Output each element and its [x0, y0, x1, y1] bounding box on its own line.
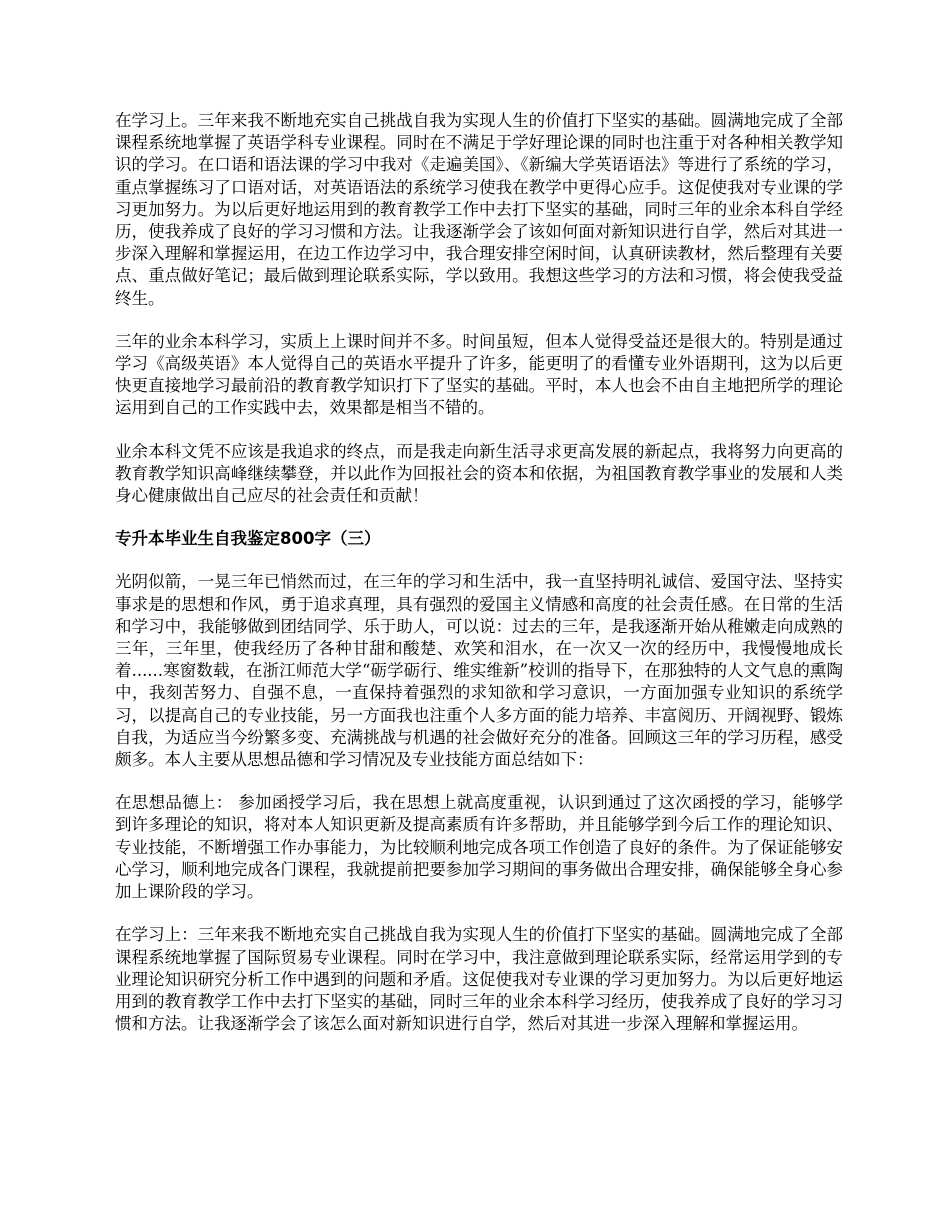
paragraph-study-english: 在学习上。三年来我不断地充实自己挑战自我为实现人生的价值打下坚实的基础。圆满地完成了全部课程系统地掌握了英语学科专业课程。同时在不满足于学好理论课的同时也注重于对各种相关教学知识的学习。在口语和语法课的学习中我对《走遍美国》、《新编大学英语语法》等进行了系统的学习，重点掌握练习了口语对话，对英语语法的系统学习使我在教学中更得心应手。这促使我对专业课的学习更加努力。为以后更好地运用到的教育教学工作中去打下坚实的基础，同时三年的业余本科自学经历，使我养成了良好的学习习惯和方法。让我逐渐学会了该如何面对新知识进行自学，然后对其进一步深入理解和掌握运用，在边工作边学习中，我合理安排空闲时间，认真研读教材，然后整理有关要点、重点做好笔记；最后做到理论联系实际，学以致用。我想这些学习的方法和习惯，将会使我受益终生。 — [115, 111, 843, 308]
paragraph-part-time-study: 三年的业余本科学习，实质上上课时间并不多。时间虽短，但本人觉得受益还是很大的。特别是通过学习《高级英语》本人觉得自己的英语水平提升了许多，能更明了的看懂专业外语期刊，这为以后更快更直接地学习最前沿的教育教学知识打下了坚实的基础。平时，本人也会不由自主地把所学的理论运用到自己的工作实践中去，效果都是相当不错的。 — [115, 331, 843, 418]
document-page — [115, 110, 843, 1056]
paragraph-three-years-review: 光阴似箭，一晃三年已悄然而过，在三年的学习和生活中，我一直坚持明礼诚信、爱国守法、坚持实事求是的思想和作风，勇于追求真理，具有强烈的爱国主义情感和高度的社会责任感。在日常的生活和学习中，我能够做到团结同学、乐于助人，可以说：过去的三年，是我逐渐开始从稚嫩走向成熟的三年，三年里，使我经历了各种甘甜和酸楚、欢笑和泪水，在一次又一次的经历中，我慢慢地成长着......寒窗数载，在浙江师范大学“砺学砺行、维实维新”校训的指导下，在那独特的人文气息的熏陶中，我刻苦努力、自强不息，一直保持着强烈的求知欲和学习意识，一方面加强专业知识的系统学习，以提高自己的专业技能，另一方面我也注重个人多方面的能力培养、丰富阅历、开阔视野、锻炼自我，为适应当今纷繁多变、充满挑战与机遇的社会做好充分的准备。回顾这三年的学习历程，感受颇多。本人主要从思想品德和学习情况及专业技能方面总结如下： — [115, 572, 843, 770]
section-heading: 专升本毕业生自我鉴定800字（三） — [115, 529, 381, 549]
paragraph-moral-character: 在思想品德上： 参加函授学习后，我在思想上就高度重视，认识到通过了这次函授的学习，能够学到许多理论的知识，将对本人知识更新及提高素质有许多帮助，并且能够学到今后工作的理论知识、专业技能，不断增强工作办事能力，为比较顺利地完成各项工作创造了良好的条件。为了保证能够安心学习，顺利地完成各门课程，我就提前把要参加学习期间的事务做出合理安排，确保能够全身心参加上课阶段的学习。 — [115, 793, 843, 902]
paragraph-study-trade: 在学习上：三年来我不断地充实自己挑战自我为实现人生的价值打下坚实的基础。圆满地完成了全部课程系统地掌握了国际贸易专业课程。同时在学习中，我注意做到理论联系实际，经常运用学到的专业理论知识研究分析工作中遇到的问题和矛盾。这促使我对专业课的学习更加努力。为以后更好地运用到的教育教学工作中去打下坚实的基础，同时三年的业余本科学习经历，使我养成了良好的学习习惯和方法。让我逐渐学会了该怎么面对新知识进行自学，然后对其进一步深入理解和掌握运用。 — [115, 925, 843, 1034]
paragraph-new-starting-point: 业余本科文凭不应该是我追求的终点，而是我走向新生活寻求更高发展的新起点，我将努力向更高的教育教学知识高峰继续攀登，并以此作为回报社会的资本和依据，为祖国教育教学事业的发展和人类身心健康做出自己应尽的社会责任和贡献！ — [115, 441, 843, 506]
